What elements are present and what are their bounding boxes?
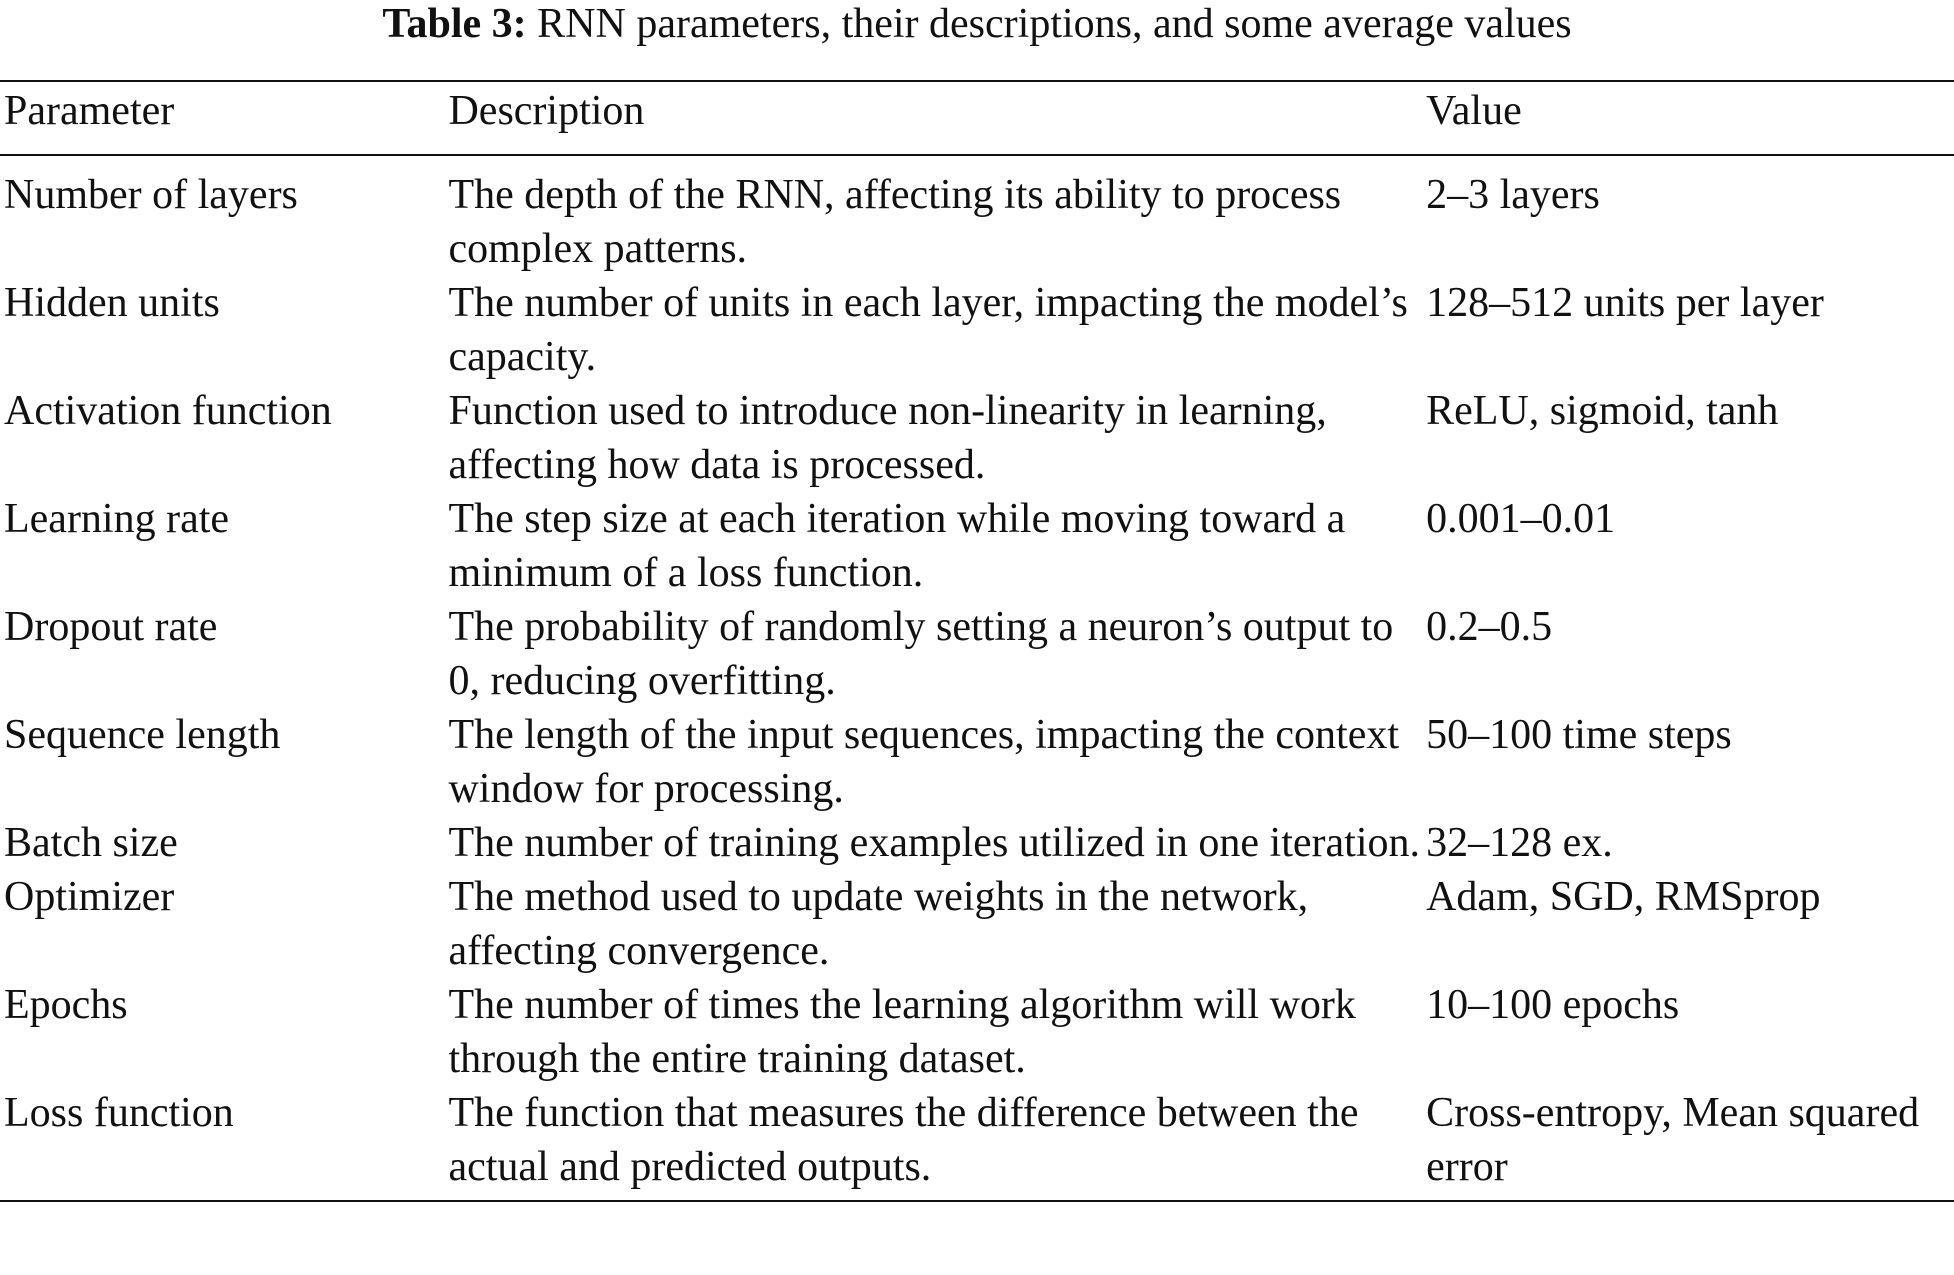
cell-description: The number of times the learning algorithm will work through the entire training dataset.: [448, 982, 1356, 1082]
cell-description: The method used to update weights in the network, affecting convergence.: [448, 874, 1309, 974]
cell-value: 2–3 layers: [1426, 172, 1600, 218]
header-parameter: Parameter: [4, 88, 175, 134]
table-row: [0, 155, 1954, 276]
header-row: [0, 81, 1954, 155]
cell-value: ReLU, sigmoid, tanh: [1426, 388, 1779, 434]
cell-value: 50–100 time steps: [1426, 712, 1732, 758]
header-value: Value: [1426, 88, 1522, 134]
header-description: Description: [448, 88, 645, 134]
cell-parameter: Activation function: [4, 388, 332, 434]
cell-parameter: Sequence length: [4, 712, 281, 758]
cell-parameter: Hidden units: [4, 280, 220, 326]
table-body: [0, 155, 1954, 1201]
cell-parameter: Learning rate: [4, 496, 230, 542]
cell-description: The number of training examples utilized in one iteration.: [448, 820, 1421, 866]
table-row: [0, 708, 1954, 816]
cell-value: 32–128 ex.: [1426, 820, 1613, 866]
table-row: [0, 978, 1954, 1086]
cell-value: 0.2–0.5: [1426, 604, 1553, 650]
table-row: [0, 384, 1954, 492]
table-row: [0, 600, 1954, 708]
table-caption-text: RNN parameters, their descriptions, and some average values: [537, 1, 1572, 47]
cell-value: 128–512 units per layer: [1426, 280, 1824, 326]
cell-parameter: Batch size: [4, 820, 178, 866]
table-row: [0, 276, 1954, 384]
cell-description: Function used to introduce non-linearity in learning, affecting how data is processed.: [448, 388, 1327, 488]
cell-value: 0.001–0.01: [1426, 496, 1616, 542]
table-caption: [0, 0, 1954, 48]
cell-description: The length of the input sequences, impacting the context window for processing.: [448, 712, 1400, 812]
table-caption-label: Table 3:: [382, 1, 527, 47]
table-row: [0, 870, 1954, 978]
table-row: [0, 492, 1954, 600]
cell-value: Adam, SGD, RMSprop: [1426, 874, 1821, 920]
cell-value: 10–100 epochs: [1426, 982, 1680, 1028]
cell-description: The step size at each iteration while moving toward a minimum of a loss function.: [448, 496, 1346, 596]
cell-description: The function that measures the difference between the actual and predicted outputs.: [448, 1090, 1359, 1190]
cell-value: Cross-entropy, Mean squared error: [1426, 1090, 1920, 1190]
cell-description: The depth of the RNN, affecting its ability to process complex patterns.: [448, 172, 1342, 272]
cell-parameter: Optimizer: [4, 874, 175, 920]
table-row: [0, 1086, 1954, 1201]
cell-description: The number of units in each layer, impacting the model’s capacity.: [448, 280, 1408, 380]
cell-parameter: Number of layers: [4, 172, 298, 218]
table-row: [0, 816, 1954, 870]
parameters-table: [0, 80, 1954, 1202]
cell-parameter: Epochs: [4, 982, 128, 1028]
cell-parameter: Dropout rate: [4, 604, 218, 650]
cell-description: The probability of randomly setting a neuron’s output to 0, reducing overfitting.: [448, 604, 1394, 704]
table-header: [0, 81, 1954, 155]
cell-parameter: Loss function: [4, 1090, 234, 1136]
